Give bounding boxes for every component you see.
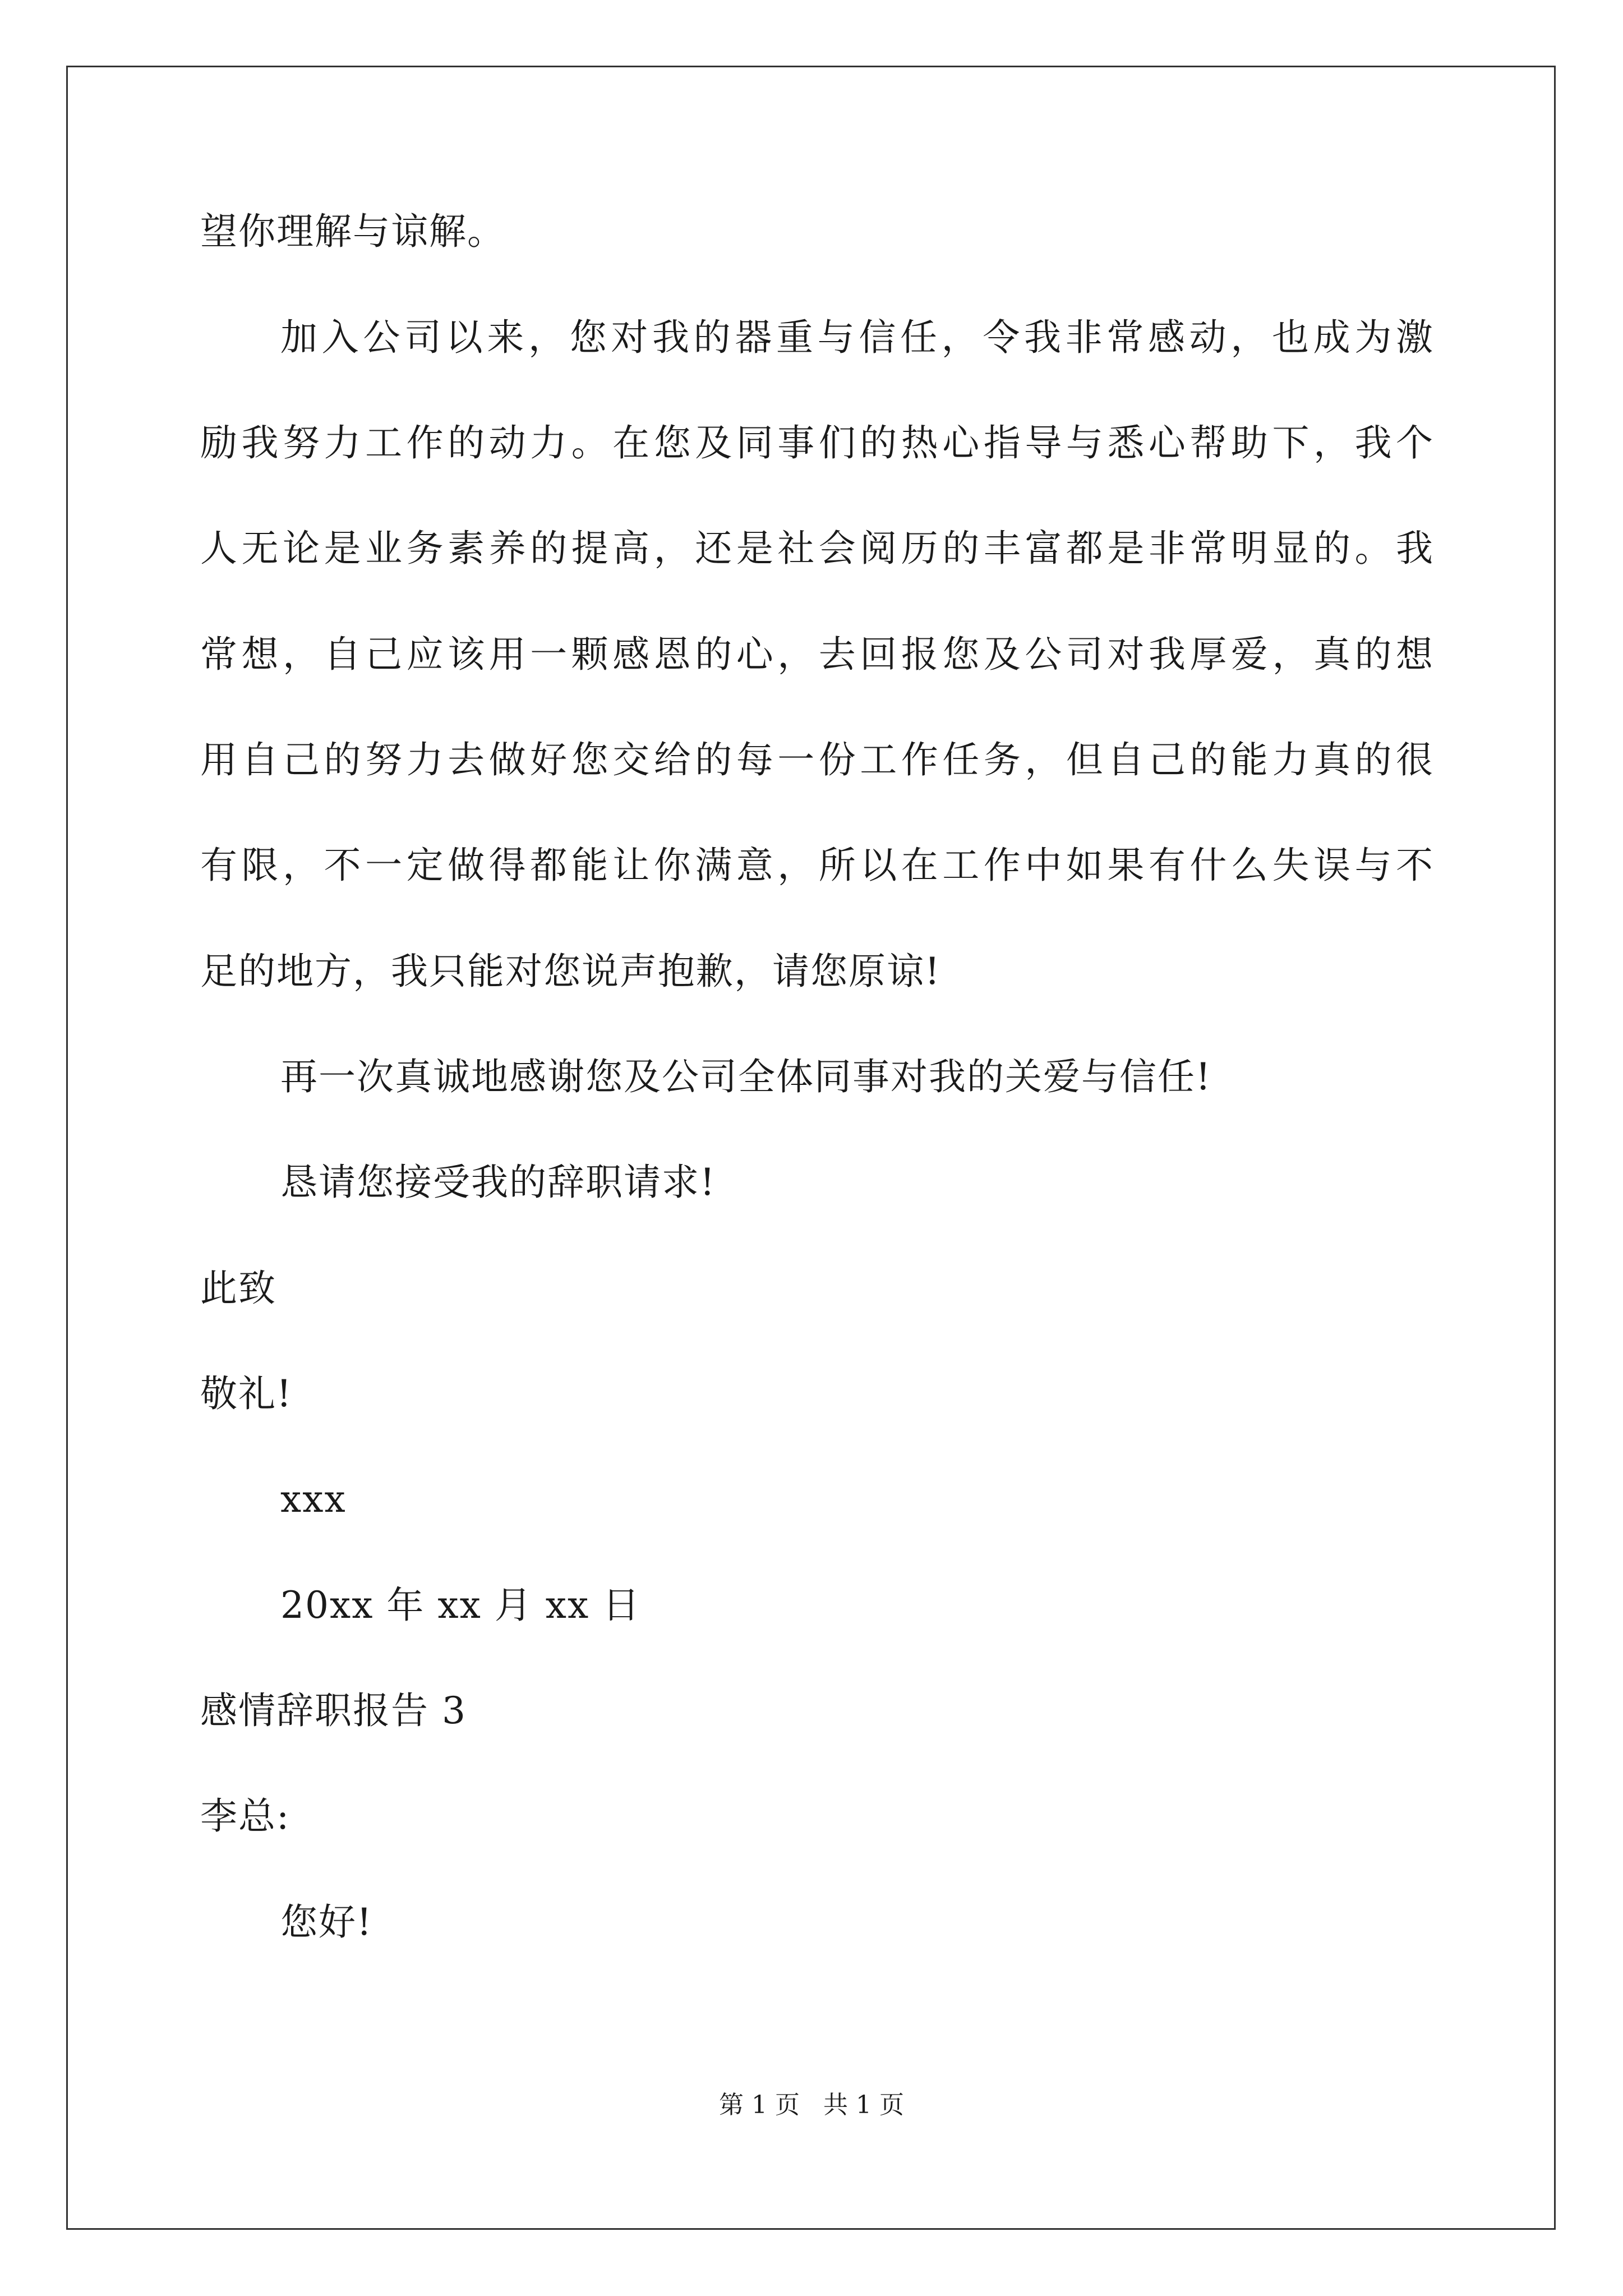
body-line-4: 人无论是业务素养的提高，还是社会阅历的丰富都是非常明显的。我: [200, 527, 1433, 570]
greeting: 您好!: [280, 1901, 373, 1944]
closing-jingli: 敬礼!: [200, 1372, 293, 1415]
closing-cizhi: 此致: [200, 1267, 276, 1310]
body-line-8: 足的地方，我只能对您说声抱歉，请您原谅!: [200, 950, 941, 993]
body-line-6: 用自己的努力去做好您交给的每一份工作任务，但自己的能力真的很: [200, 738, 1433, 781]
salutation: 李总:: [200, 1795, 291, 1838]
section-title: 感情辞职报告 3: [200, 1689, 467, 1732]
body-line-2: 加入公司以来，您对我的器重与信任，令我非常感动，也成为激: [280, 316, 1433, 359]
page-number-label: 第 1 页 共 1 页: [719, 2091, 904, 2119]
body-line-7: 有限，不一定做得都能让你满意，所以在工作中如果有什么失误与不: [200, 844, 1433, 887]
page-footer: [0, 2090, 1623, 2121]
body-line-5: 常想，自己应该用一颗感恩的心，去回报您及公司对我厚爱，真的想: [200, 633, 1433, 676]
body-line-1: 望你理解与谅解。: [200, 210, 505, 253]
thanks-line: 再一次真诚地感谢您及公司全体同事对我的关爱与信任!: [280, 1055, 1212, 1098]
body-line-3: 励我努力工作的动力。在您及同事们的热心指导与悉心帮助下，我个: [200, 421, 1433, 464]
signature-name: xxx: [280, 1478, 347, 1521]
request-line: 恳请您接受我的辞职请求!: [280, 1161, 716, 1204]
signature-date: 20xx 年 xx 月 xx 日: [280, 1584, 641, 1627]
